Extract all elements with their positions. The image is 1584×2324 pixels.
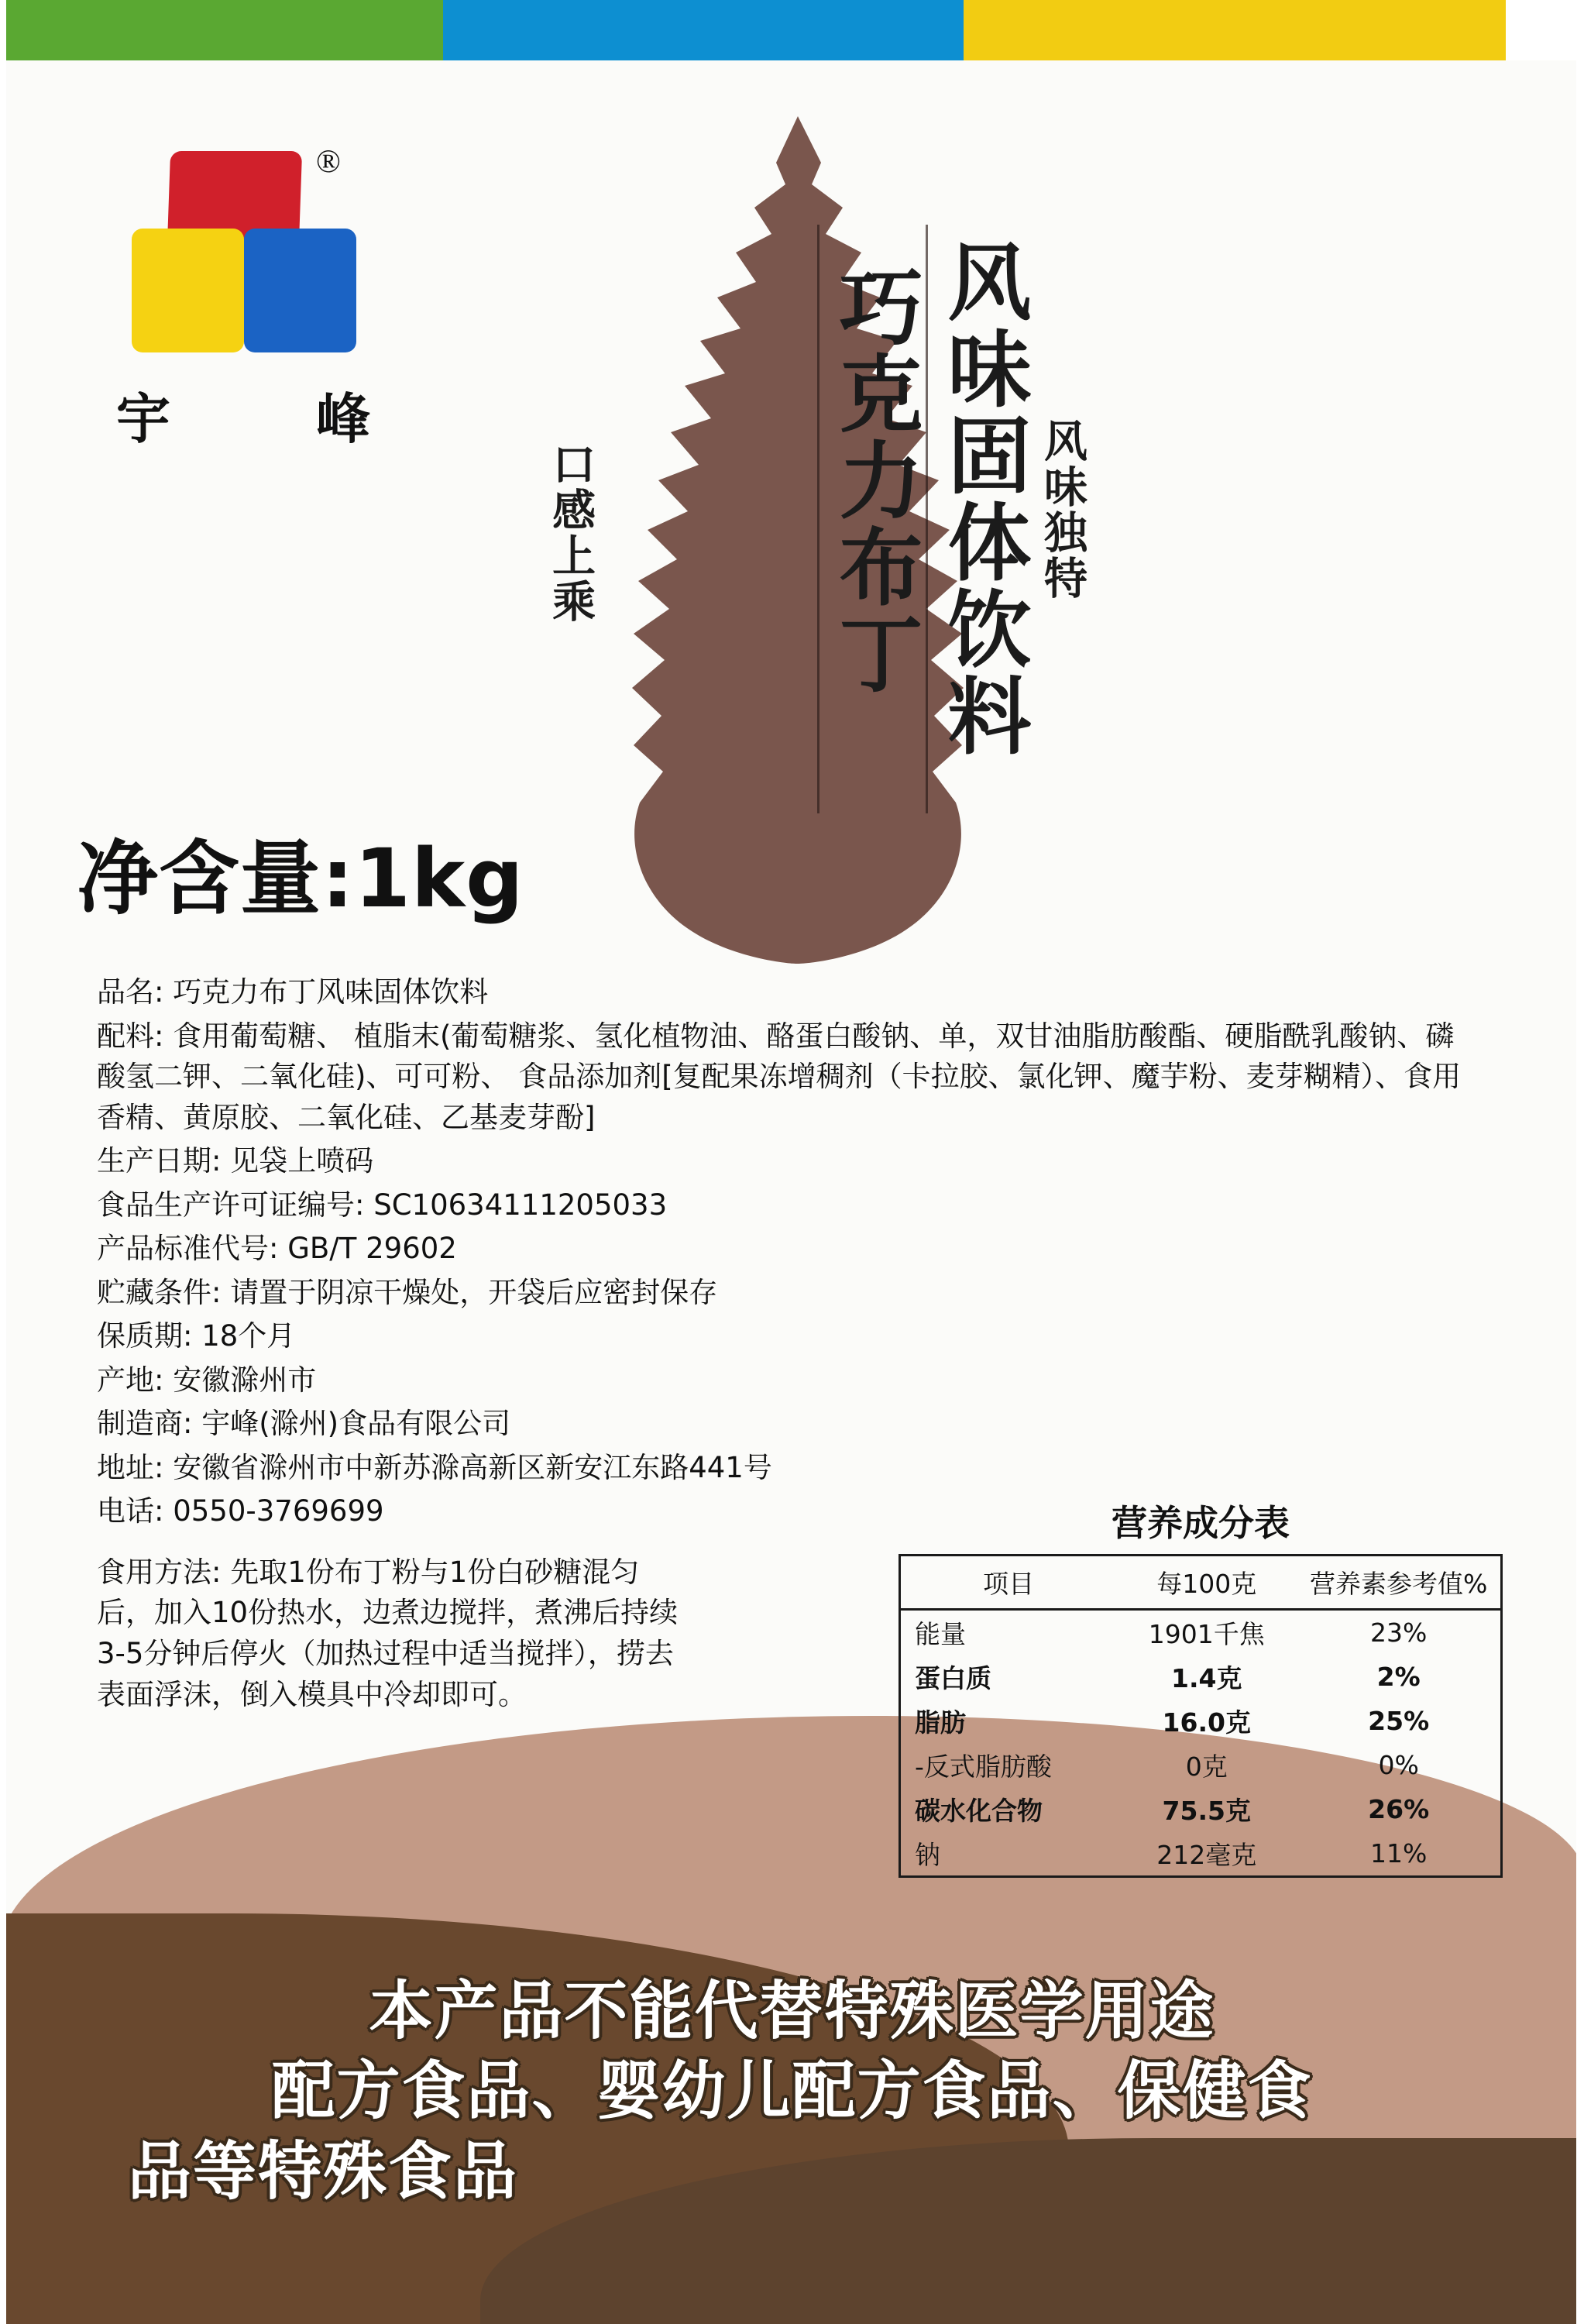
info-license: 食品生产许可证编号: SC10634111205033 [97,1188,668,1222]
nutrition-nrv: 0% [1378,1750,1419,1780]
leaf-text-layer [503,108,1092,976]
brand-name-char-2: 峰 [316,387,372,451]
warning-line-3: 品等特殊食品 [128,2134,519,2209]
table-row [900,1699,1502,1743]
nutrition-nrv: 25% [1368,1706,1430,1736]
band-white [1506,0,1584,60]
warning-statement [0,1972,1584,2212]
nutrition-nrv: 2% [1376,1662,1421,1692]
nutrition-nrv: 23% [1369,1618,1428,1648]
net-weight: 净含量:1kg [77,831,524,926]
leaf-divider-left [817,225,819,813]
info-phone: 电话: 0550-3769699 [97,1494,384,1528]
nutrition-per100: 212毫克 [1156,1840,1257,1870]
info-manufacturer: 制造商: 宇峰(滁州)食品有限公司 [97,1407,511,1441]
nutrition-per100: 75.5克 [1162,1796,1251,1826]
info-address: 地址: 安徽省滁州市中新苏滁高新区新安江东路441号 [97,1450,772,1484]
nutrition-header-nrv: 营养素参考值% [1297,1556,1501,1610]
brand-name-char-1: 宇 [116,387,172,451]
table-row [900,1743,1502,1787]
nutrition-per100: 16.0克 [1162,1707,1251,1738]
nutrition-title: 营养成分表 [1112,1502,1290,1544]
warning-line-2: 配方食品、婴幼儿配方食品、保健食 [271,2054,1313,2129]
table-row [900,1831,1502,1877]
nutrition-item: 蛋白质 [915,1663,991,1693]
info-origin: 产地: 安徽滁州市 [97,1363,317,1397]
nutrition-nrv: 11% [1369,1838,1428,1868]
nutrition-panel [899,1495,1503,1878]
nutrition-item: 钠 [915,1840,940,1870]
nutrition-header-per100: 每100克 [1116,1556,1297,1610]
hero-side-right: 风味独特 [1037,418,1087,601]
table-row [900,1610,1502,1655]
nutrition-per100: 1901千焦 [1148,1619,1265,1649]
nutrition-header-item: 项目 [900,1556,1117,1610]
nutrition-per100: 1.4克 [1171,1663,1242,1693]
brand-name [116,376,372,454]
hero-main-line-1: 风味固体饮料 [933,239,1030,759]
nutrition-item: -反式脂肪酸 [915,1752,1052,1782]
info-production-date: 生产日期: 见袋上喷码 [97,1144,374,1178]
band-blue [443,0,964,60]
band-yellow [964,0,1506,60]
registered-mark-icon: ® [316,144,341,180]
left-margin-strip [0,0,6,2324]
info-storage: 贮藏条件: 请置于阴凉干燥处，开袋后应密封保存 [97,1275,718,1309]
nutrition-per100: 0克 [1185,1752,1228,1782]
leaf-divider-right [926,225,928,813]
nutrition-nrv: 26% [1368,1794,1430,1824]
brand-logo [116,143,372,469]
nutrition-item: 碳水化合物 [915,1796,1043,1826]
table-row [900,1787,1502,1831]
warning-line-1: 本产品不能代替特殊医学用途 [369,1975,1215,2048]
cube-icon [116,143,349,376]
cube-face-yellow [132,229,244,352]
info-usage: 食用方法: 先取1份布丁粉与1份白砂糖混匀后，加入10份热水，边煮边搅拌，煮沸后持续3-5分钟后停火（加热过程中适当搅拌），捞去表面浮沫，倒入模具中冷却即可。 [97,1555,679,1711]
top-color-band [0,0,1584,60]
band-green [0,0,443,60]
info-product-name: 品名: 巧克力布丁风味固体饮料 [97,975,489,1009]
cube-face-blue [244,229,356,352]
info-shelf-life: 保质期: 18个月 [97,1319,296,1353]
leaf-graphic [503,108,1092,976]
nutrition-table [899,1554,1503,1878]
nutrition-header-row [900,1556,1502,1610]
right-margin-strip [1576,0,1584,2324]
hero-side-left: 口感上乘 [545,442,596,624]
nutrition-item: 脂肪 [915,1707,966,1738]
table-row [900,1655,1502,1699]
info-standard: 产品标准代号: GB/T 29602 [97,1232,457,1266]
info-ingredients: 配料: 食用葡萄糖、 植脂末(葡萄糖浆、氢化植物油、酪蛋白酸钠、单，双甘油脂肪酸酯、硬脂酰乳酸钠、磷酸氢二钾、二氧化硅)、可可粉、 食品添加剂[复配果冻增稠剂（卡拉胶、氯化钾、魔芋粉、麦芽糊精）、食用香精、黄原胶、二氧化硅、乙基麦芽酚] [97,1019,1462,1134]
nutrition-item: 能量 [915,1619,966,1649]
hero-main-line-2: 巧克力布丁 [825,263,922,697]
